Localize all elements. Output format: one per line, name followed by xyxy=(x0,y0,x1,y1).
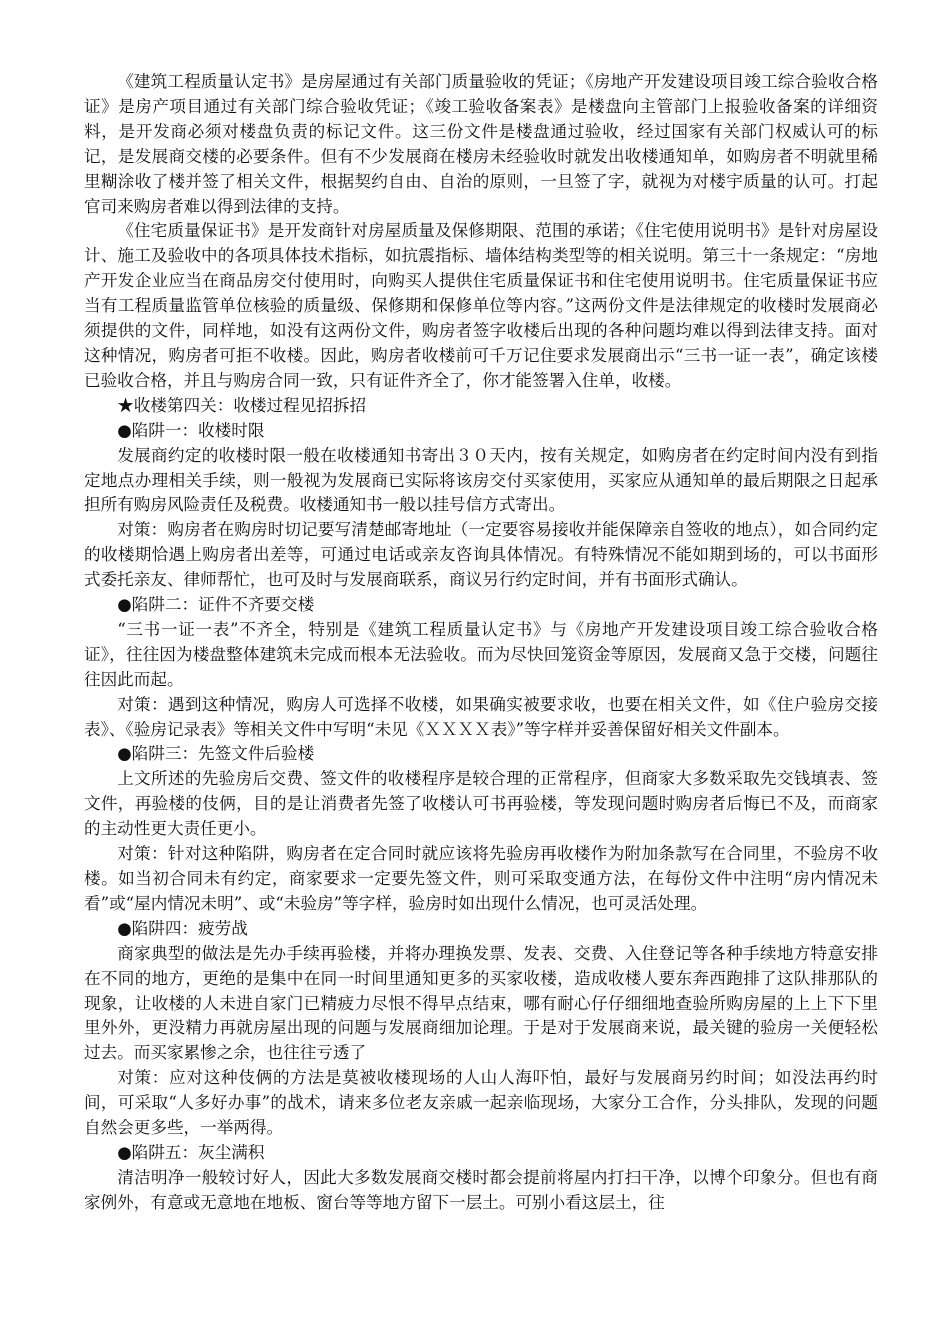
trap-heading-4: ●陷阱四：疲劳战 xyxy=(117,918,248,938)
paragraph-trap-1-body: 发展商约定的收楼时限一般在收楼通知书寄出３０天内，按有关规定，如购房者在约定时间内没有到指定地点办理相关手续，则一般视为发展商已实际将该房交付买家使用，买家应从通知单的最后期限之日起承担所有购房风险责任及税费。收楼通知书一般以挂号信方式寄出。 xyxy=(84,445,878,515)
paragraph-trap-4-countermeasure: 对策：应对这种伎俩的方法是莫被收楼现场的人山人海吓怕，最好与发展商另约时间；如没法再约时间，可采取“人多好办事”的战术，请来多位老友亲戚一起亲临现场，大家分工合作，分头排队，发现的问题自然会更多些，一举两得。 xyxy=(84,1068,878,1138)
trap-heading-3: ●陷阱三：先签文件后验楼 xyxy=(117,744,315,764)
section-heading-fourth-gate: ★收楼第四关：收楼过程见招拆招 xyxy=(117,395,367,415)
paragraph-trap-5-body: 清洁明净一般较讨好人，因此大多数发展商交楼时都会提前将屋内打扫干净，以博个印象分。但也有商家例外，有意或无意地在地板、窗台等等地方留下一层土。可别小看这层土，往 xyxy=(84,1167,878,1212)
paragraph-trap-4-body: 商家典型的做法是先办手续再验楼，并将办理换发票、发表、交费、入住登记等各种手续地方特意安排在不同的地方，更绝的是集中在同一时间里通知更多的买家收楼，造成收楼人要东奔西跑排了这队排那队的现象，让收楼的人未进自家门已精疲力尽恨不得早点结束，哪有耐心仔仔细细地查验所购房屋的上上下下里里外外，更没精力再就房屋出现的问题与发展商细加论理。于是对于发展商来说，最关键的验房一关便轻松过去。而买家累惨之余，也往往亏透了 xyxy=(84,943,878,1063)
trap-heading-5: ●陷阱五：灰尘满积 xyxy=(117,1142,265,1162)
document-page xyxy=(84,70,878,1216)
paragraph-certificates-intro: 《建筑工程质量认定书》是房屋通过有关部门质量验收的凭证；《房地产开发建设项目竣工综合验收合格证》是房产项目通过有关部门综合验收凭证；《竣工验收备案表》是楼盘向主管部门上报验收备案的详细资料，是开发商必须对楼盘负责的标记文件。这三份文件是楼盘通过验收，经过国家有关部门权威认可的标记，是发展商交楼的必要条件。但有不少发展商在楼房未经验收时就发出收楼通知单，如购房者不明就里稀里糊涂收了楼并签了相关文件，根据契约自由、自治的原则，一旦签了字，就视为对楼宇质量的认可。打起官司来购房者难以得到法律的支持。 xyxy=(84,72,878,216)
paragraph-trap-3-countermeasure: 对策：针对这种陷阱，购房者在定合同时就应该将先验房再收楼作为附加条款写在合同里，不验房不收楼。如当初合同未有约定，商家要求一定要先签文件，则可采取变通方法，在每份文件中注明“房内情况未看”或“屋内情况未明”、或“未验房”等字样，验房时如出现什么情况，也可灵活处理。 xyxy=(84,844,878,913)
trap-heading-2: ●陷阱二：证件不齐要交楼 xyxy=(117,595,315,615)
paragraph-trap-3-body: 上文所述的先验房后交费、签文件的收楼程序是较合理的正常程序，但商家大多数采取先交钱填表、签文件，再验楼的伎俩，目的是让消费者先签了收楼认可书再验楼，等发现问题时购房者后悔已不及，而商家的主动性更大责任更小。 xyxy=(84,769,878,839)
paragraph-trap-2-body: “三书一证一表”不齐全，特别是《建筑工程质量认定书》与《房地产开发建设项目竣工综合验收合格证》，往往因为楼盘整体建筑未完成而根本无法验收。而为尽快回笼资金等原因，发展商又急于交楼，问题往往因此而起。 xyxy=(84,619,878,689)
paragraph-trap-1-countermeasure: 对策：购房者在购房时切记要写清楚邮寄地址（一定要容易接收并能保障亲自签收的地点），如合同约定的收楼期恰遇上购房者出差等，可通过电话或亲友咨询具体情况。有特殊情况不能如期到场的，可以书面形式委托亲友、律师帮忙，也可及时与发展商联系，商议另行约定时间，并有书面形式确认。 xyxy=(84,520,878,590)
trap-heading-1: ●陷阱一：收楼时限 xyxy=(117,420,265,440)
paragraph-quality-guarantee: 《住宅质量保证书》是开发商针对房屋质量及保修期限、范围的承诺；《住宅使用说明书》是针对房屋设计、施工及验收中的各项具体技术指标，如抗震指标、墙体结构类型等的相关说明。第三十一条规定：“房地产开发企业应当在商品房交付使用时，向购买人提供住宅质量保证书和住宅使用说明书。住宅质量保证书应当有工程质量监管单位核验的质量级、保修期和保修单位等内容。”这两份文件是法律规定的收楼时发展商必须提供的文件，同样地，如没有这两份文件，购房者签字收楼后出现的各种问题均难以得到法律支持。面对这种情况，购房者可拒不收楼。因此，购房者收楼前可千万记住要求发展商出示“三书一证一表”，确定该楼已验收合格，并且与购房合同一致，只有证件齐全了，你才能签署入住单，收楼。 xyxy=(84,221,878,390)
paragraph-trap-2-countermeasure: 对策：遇到这种情况，购房人可选择不收楼，如果确实被要求收，也要在相关文件，如《住户验房交接表》、《验房记录表》等相关文件中写明“未见《ＸＸＸＸ表》”等字样并妥善保留好相关文件副本。 xyxy=(84,694,878,739)
